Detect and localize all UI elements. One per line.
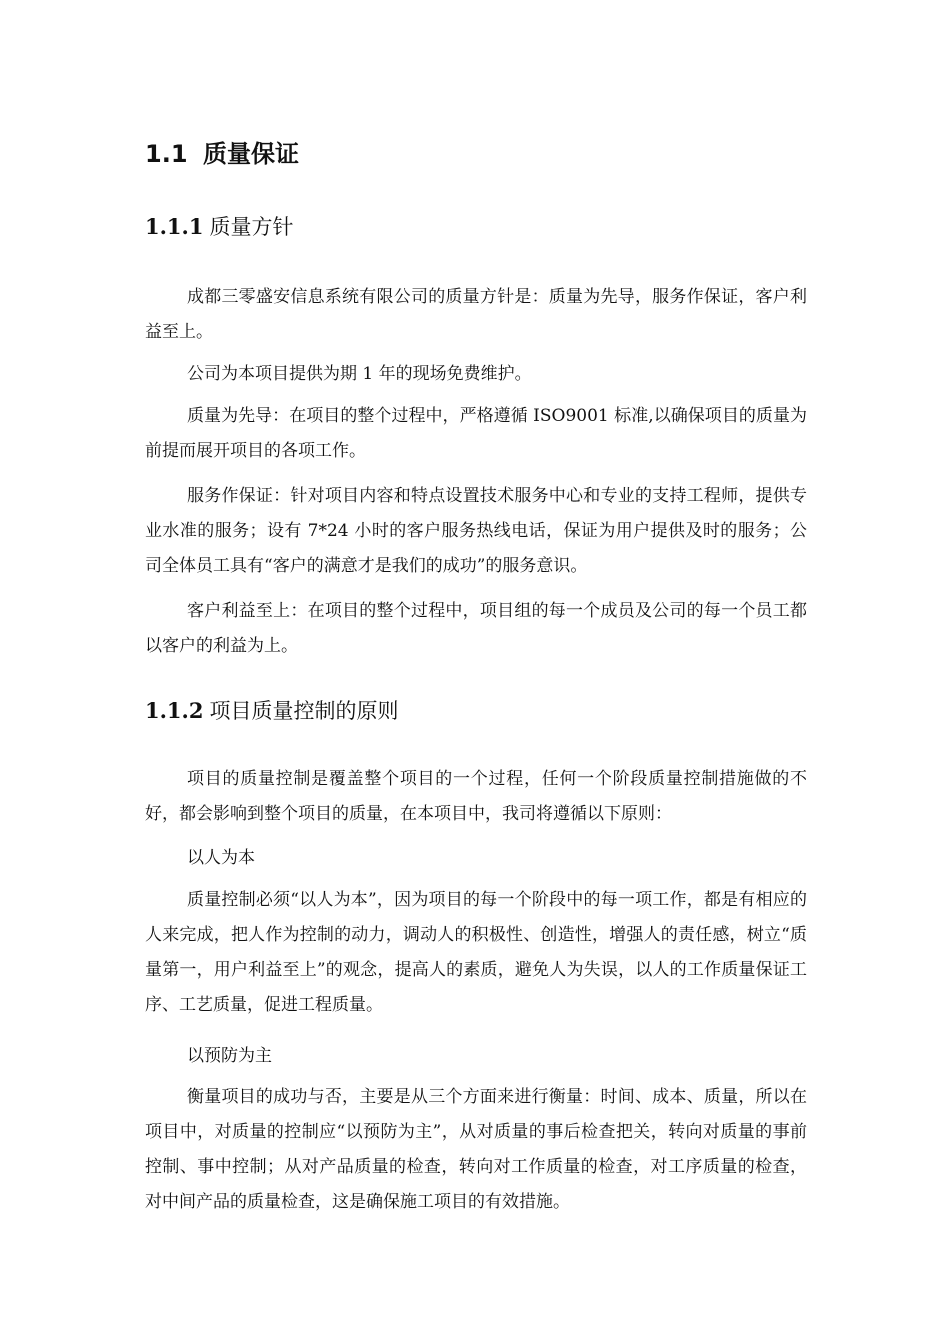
heading-title: 项目质量控制的原则 (209, 699, 399, 723)
paragraph-maintenance: 公司为本项目提供为期 1 年的现场免费维护。 (187, 364, 532, 384)
paragraph-control-intro: 项目的质量控制是覆盖整个项目的一个过程，任何一个阶段质量控制措施做的不好，都会影响到整个项目的质量，在本项目中，我司将遵循以下原则： (145, 769, 807, 824)
heading-1-1-1 (145, 212, 293, 242)
heading-number: 1.1.2 (145, 698, 204, 723)
principle-title-people: 以人为本 (187, 848, 255, 868)
principle-title-prevention: 以预防为主 (187, 1046, 272, 1066)
heading-title: 质量方针 (209, 215, 294, 239)
heading-1-1-2 (145, 696, 398, 726)
paragraph-customer-interest: 客户利益至上：在项目的整个过程中，项目组的每一个成员及公司的每一个员工都以客户的利益为上。 (145, 601, 807, 656)
heading-title: 质量保证 (203, 140, 299, 168)
paragraph-people-oriented: 质量控制必须“以人为本”，因为项目的每一个阶段中的每一项工作，都是有相应的人来完成，把人作为控制的动力，调动人的积极性、创造性，增强人的责任感，树立“质量第一，用户利益至上”的观念，提高人的素质，避免人为失误，以人的工作质量保证工序、工艺质量，促进工程质量。 (145, 890, 807, 1015)
heading-number: 1.1.1 (145, 214, 204, 239)
paragraph-quality-policy: 成都三零盛安信息系统有限公司的质量方针是：质量为先导，服务作保证，客户利益至上。 (145, 287, 807, 342)
paragraph-service: 服务作保证：针对项目内容和特点设置技术服务中心和专业的支持工程师，提供专业水准的服务；设有 7*24 小时的客户服务热线电话，保证为用户提供及时的服务；公司全体员工具有“客户的满意才是我们的成功”的服务意识。 (145, 486, 807, 576)
paragraph-prevention: 衡量项目的成功与否，主要是从三个方面来进行衡量：时间、成本、质量，所以在项目中，对质量的控制应“以预防为主”，从对质量的事后检查把关，转向对质量的事前控制、事中控制；从对产品质量的检查，转向对工作质量的检查，对工序质量的检查，对中间产品的质量检查，这是确保施工项目的有效措施。 (145, 1087, 807, 1212)
heading-1-1 (145, 138, 299, 170)
heading-number: 1.1 (145, 140, 188, 168)
paragraph-quality-first: 质量为先导：在项目的整个过程中，严格遵循 ISO9001 标准,以确保项目的质量为前提而展开项目的各项工作。 (145, 406, 807, 461)
